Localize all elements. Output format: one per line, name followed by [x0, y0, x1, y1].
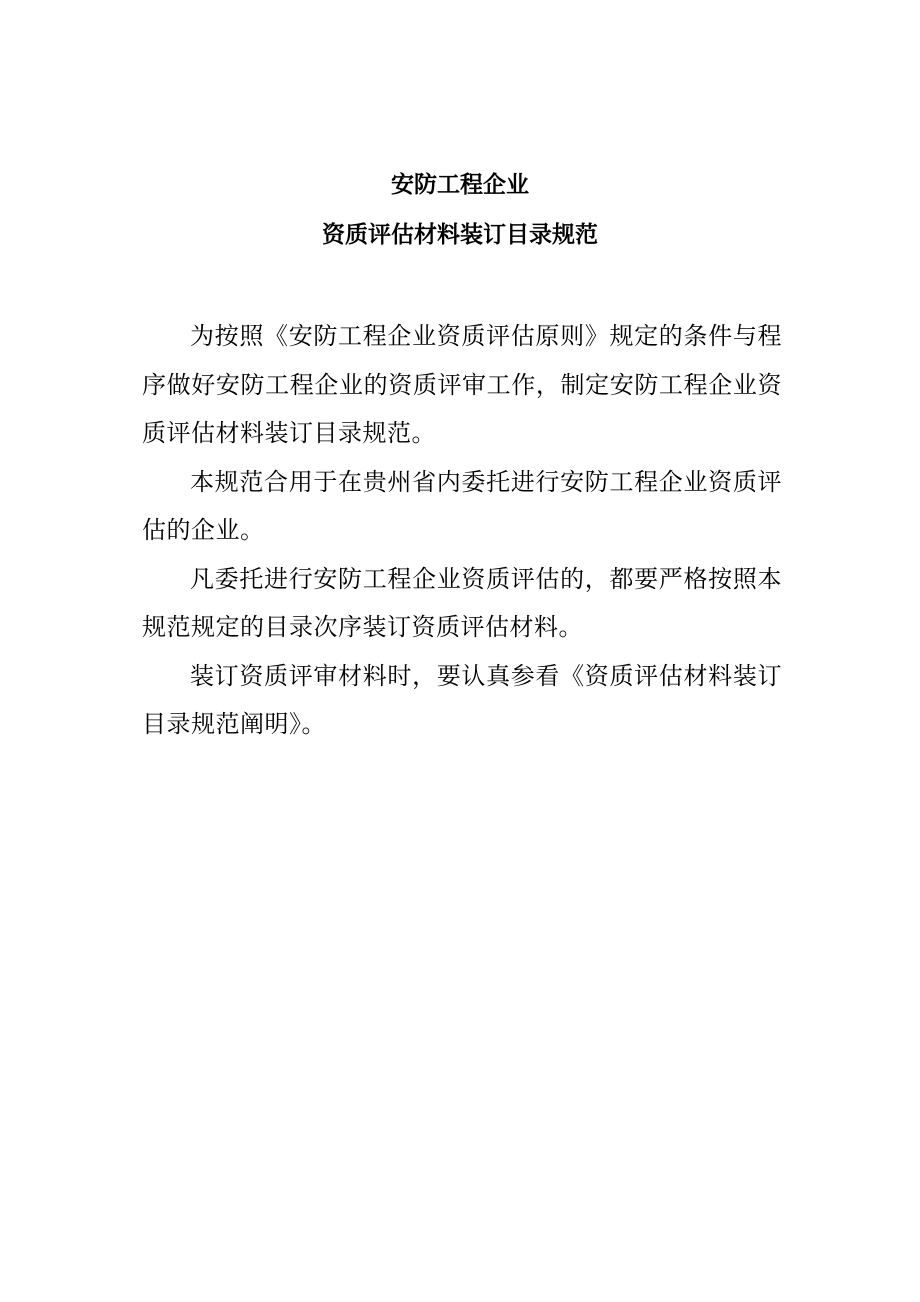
paragraph-requirement: 凡委托进行安防工程企业资质评估的，都要严格按照本规范规定的目录次序装订资质评估材料。	[142, 564, 782, 641]
paragraph-scope: 本规范合用于在贵州省内委托进行安防工程企业资质评估的企业。	[142, 467, 782, 544]
paragraph-purpose: 为按照《安防工程企业资质评估原则》规定的条件与程序做好安防工程企业的资质评审工作，制定安防工程企业资质评估材料装订目录规范。	[142, 322, 782, 447]
document-title-line2: 资质评估材料装订目录规范	[322, 222, 598, 248]
document-body	[142, 312, 782, 749]
paragraph-reference: 装订资质评审材料时，要认真参看《资质评估材料装订目录规范阐明》。	[142, 661, 782, 738]
document-title-line1: 安防工程企业	[391, 172, 529, 198]
